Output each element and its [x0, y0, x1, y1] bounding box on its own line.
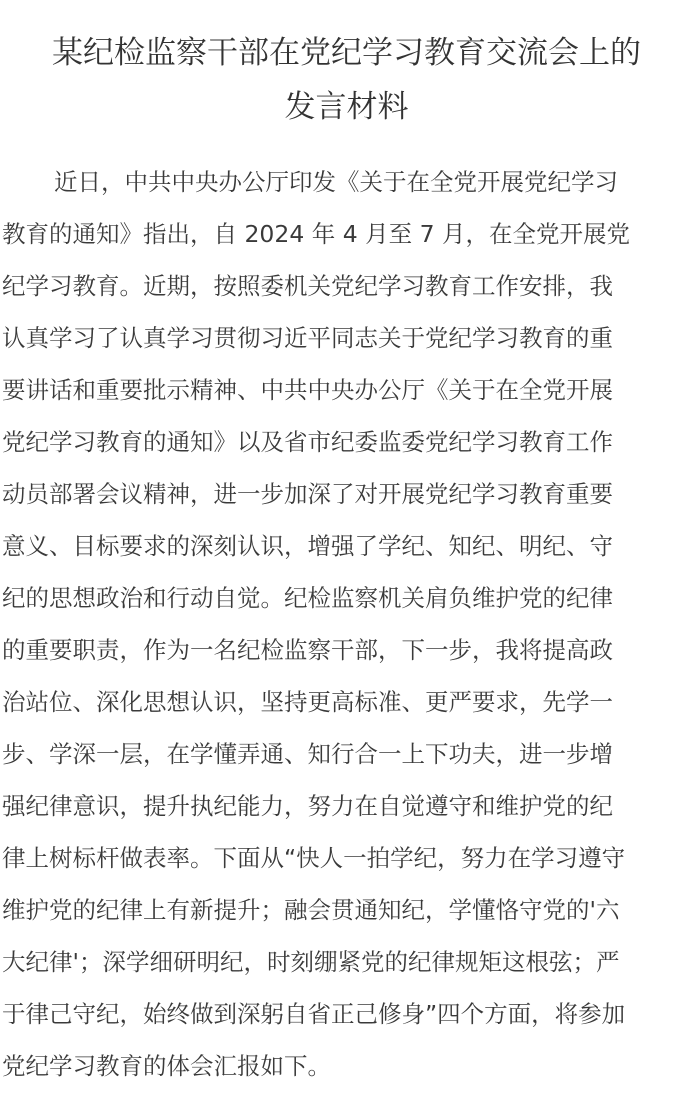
paragraph-line: 的重要职责，作为一名纪检监察干部，下一步，我将提高政: [2, 636, 613, 664]
paragraph-line: 教育的通知》指出，自 2024 年 4 月至 7 月，在全党开展党: [2, 220, 631, 248]
paragraph-line: 强纪律意识，提升执纪能力，努力在自觉遵守和维护党的纪: [2, 792, 613, 820]
paragraph-line: 认真学习了认真学习贯彻习近平同志关于党纪学习教育的重: [2, 324, 613, 352]
paragraph-line: 步、学深一层，在学懂弄通、知行合一上下功夫，进一步增: [2, 740, 613, 768]
paragraph-line: 意义、目标要求的深刻认识，增强了学纪、知纪、明纪、守: [2, 532, 613, 560]
article-body: [2, 156, 692, 1092]
title-line: 某纪检监察干部在党纪学习教育交流会上的: [52, 35, 641, 71]
paragraph-line: 于律己守纪，始终做到深躬自省正己修身”四个方面，将参加: [2, 1000, 626, 1028]
paragraph-line: 近日，中共中央办公厅印发《关于在全党开展党纪学习: [54, 168, 618, 196]
paragraph-line: 动员部署会议精神，进一步加深了对开展党纪学习教育重要: [2, 480, 613, 508]
paragraph-line: 大纪律'；深学细研明纪，时刻绷紧党的纪律规矩这根弦；严: [2, 948, 620, 976]
paragraph-line: 纪学习教育。近期，按照委机关党纪学习教育工作安排，我: [2, 272, 613, 300]
paragraph-line: 要讲话和重要批示精神、中共中央办公厅《关于在全党开展: [2, 376, 613, 404]
paragraph-line: 党纪学习教育的体会汇报如下。: [2, 1052, 331, 1080]
paragraph-line: 律上树标杆做表率。下面从“快人一拍学纪，努力在学习遵守: [2, 844, 626, 872]
paragraph-line: 纪的思想政治和行动自觉。纪检监察机关肩负维护党的纪律: [2, 584, 613, 612]
paragraph-line: 党纪学习教育的通知》以及省市纪委监委党纪学习教育工作: [2, 428, 613, 456]
title-line: 发言材料: [284, 89, 409, 125]
paragraph-line: 维护党的纪律上有新提升；融会贯通知纪，学懂恪守党的'六: [2, 896, 620, 924]
article-title: [0, 26, 693, 134]
paragraph-line: 治站位、深化思想认识，坚持更高标准、更严要求，先学一: [2, 688, 613, 716]
